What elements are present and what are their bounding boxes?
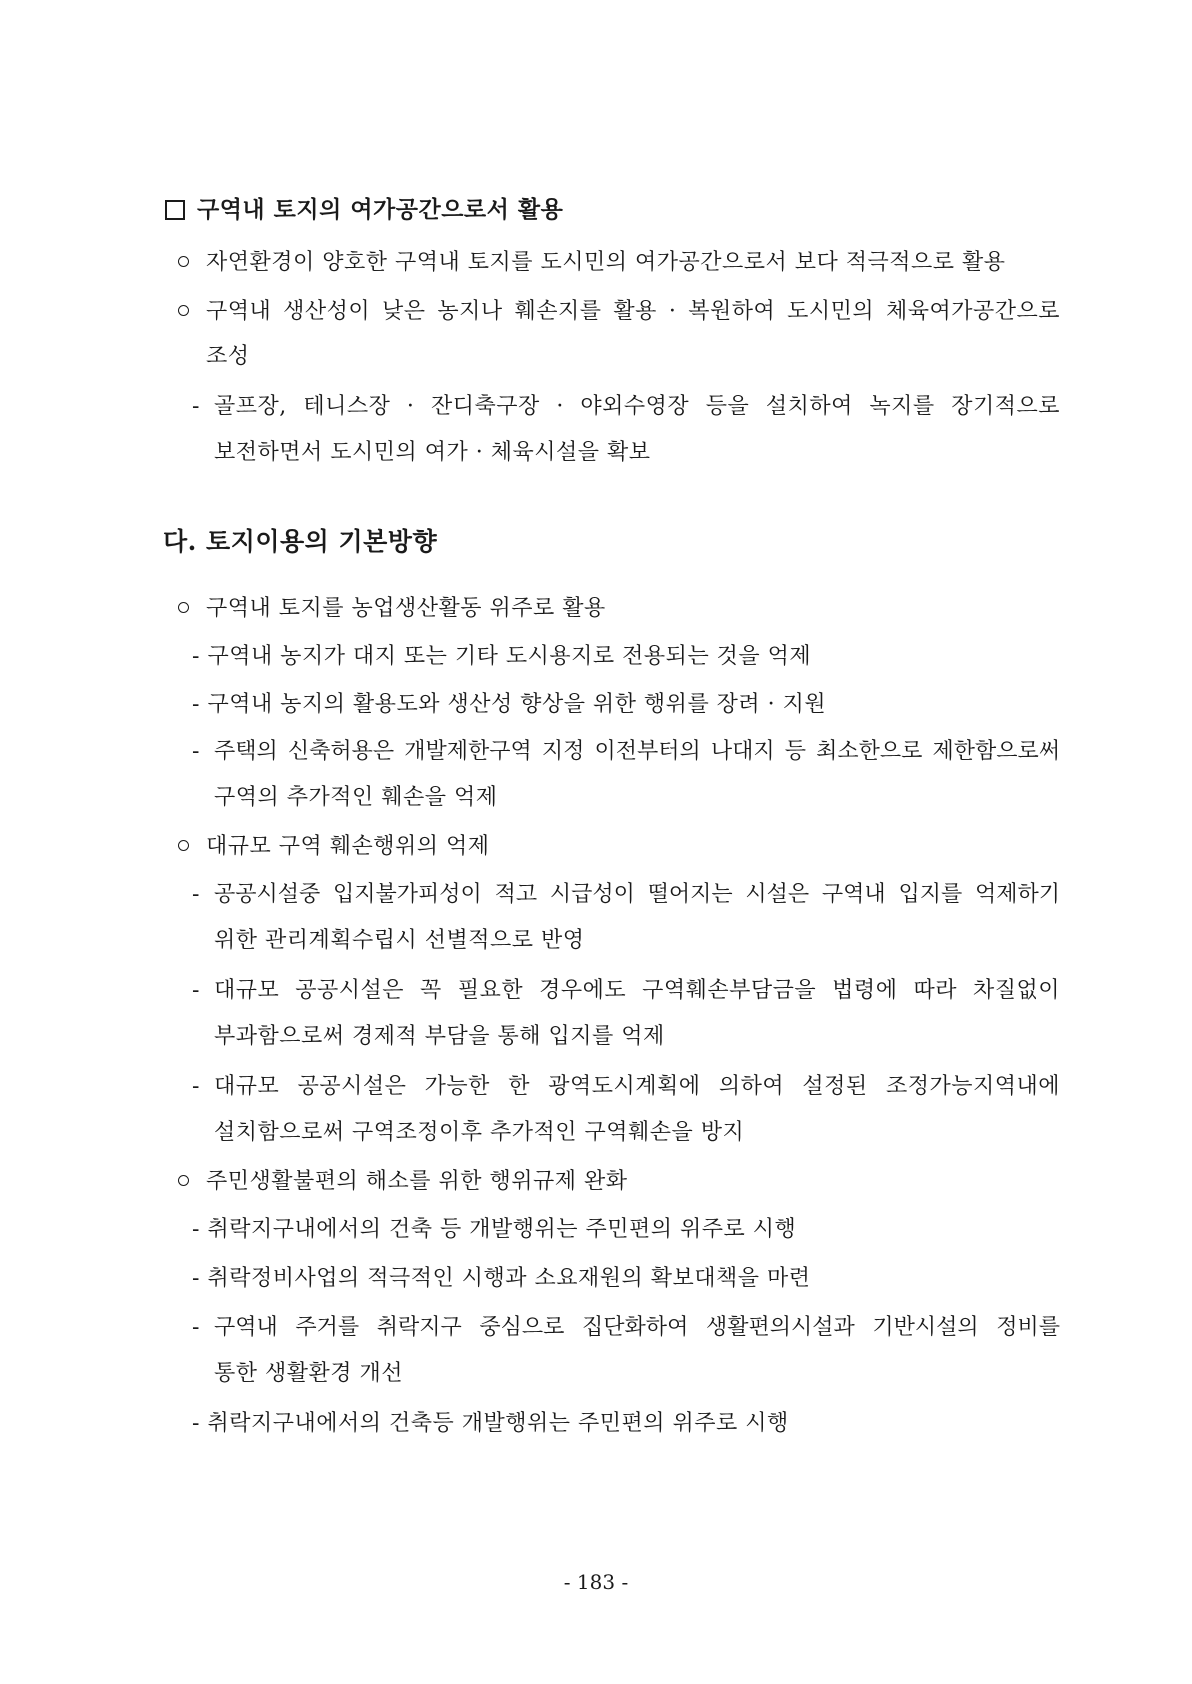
circle-item: [178, 594, 606, 624]
circle-bullet-icon: [178, 305, 189, 316]
item-text: 구역내 토지를 농업생산활동 위주로 활용: [206, 596, 606, 621]
dash-item: [192, 1264, 810, 1294]
circle-bullet-icon: [178, 1175, 189, 1186]
item-text: 취락지구내에서의 건축 등 개발행위는 주민편의 위주로 시행: [207, 1217, 797, 1242]
item-text: 구역내 주거를 취락지구 중심으로 집단화하여 생활편의시설과 기반시설의 정비를: [214, 1315, 1060, 1340]
page-number: - 183 -: [563, 1570, 629, 1594]
item-text: 대규모 공공시설은 가능한 한 광역도시계획에 의하여 설정된 조정가능지역내에: [214, 1074, 1060, 1099]
dash-bullet-icon: -: [192, 978, 200, 1003]
item-text: 구역내 생산성이 낮은 농지나 훼손지를 활용 · 복원하여 도시민의 체육여가공간으로: [206, 299, 1060, 324]
item-continuation: 통한 생활환경 개선: [214, 1361, 404, 1386]
item-text: 대규모 구역 훼손행위의 억제: [206, 834, 490, 859]
dash-bullet-icon: -: [192, 1411, 200, 1436]
dash-item: [192, 1409, 789, 1439]
item-continuation: 조성: [206, 344, 250, 369]
circle-item: [178, 1167, 628, 1197]
dash-bullet-icon: -: [192, 1315, 200, 1340]
dash-bullet-icon: -: [192, 1266, 200, 1291]
dash-bullet-icon: -: [192, 644, 200, 669]
item-continuation: 구역의 추가적인 훼손을 억제: [214, 785, 498, 810]
dash-bullet-icon: -: [192, 739, 200, 764]
item-text: 취락정비사업의 적극적인 시행과 소요재원의 확보대책을 마련: [207, 1266, 811, 1291]
circle-bullet-icon: [178, 602, 189, 613]
circle-bullet-icon: [178, 840, 189, 851]
dash-bullet-icon: -: [192, 692, 200, 717]
dash-item: [192, 642, 811, 672]
item-continuation: 보전하면서 도시민의 여가 · 체육시설을 확보: [214, 440, 651, 465]
checkbox-square-icon: [165, 200, 185, 220]
dash-bullet-icon: -: [192, 394, 200, 419]
item-text: 취락지구내에서의 건축등 개발행위는 주민편의 위주로 시행: [207, 1411, 789, 1436]
dash-bullet-icon: -: [192, 1074, 200, 1099]
item-text: 구역내 농지가 대지 또는 기타 도시용지로 전용되는 것을 억제: [207, 644, 812, 669]
circle-item: [178, 248, 1006, 278]
subsection-heading: 다. 토지이용의 기본방향: [163, 527, 438, 556]
dash-bullet-icon: -: [192, 882, 200, 907]
circle-bullet-icon: [178, 256, 189, 267]
dash-item: [192, 690, 826, 720]
item-continuation: 설치함으로써 구역조정이후 추가적인 구역훼손을 방지: [214, 1120, 745, 1145]
item-text: 공공시설중 입지불가피성이 적고 시급성이 떨어지는 시설은 구역내 입지를 억제하기: [214, 882, 1060, 907]
item-text: 구역내 농지의 활용도와 생산성 향상을 위한 행위를 장려 · 지원: [207, 692, 827, 717]
dash-bullet-icon: -: [192, 1217, 200, 1242]
item-text: 골프장, 테니스장 · 잔디축구장 · 야외수영장 등을 설치하여 녹지를 장기적으로: [214, 394, 1060, 419]
item-continuation: 부과함으로써 경제적 부담을 통해 입지를 억제: [214, 1024, 665, 1049]
item-continuation: 위한 관리계획수립시 선별적으로 반영: [214, 928, 585, 953]
section-heading-text: 구역내 토지의 여가공간으로서 활용: [197, 196, 564, 223]
item-text: 자연환경이 양호한 구역내 토지를 도시민의 여가공간으로서 보다 적극적으로 활용: [206, 250, 1006, 275]
circle-item: [178, 832, 490, 862]
item-text: 주민생활불편의 해소를 위한 행위규제 완화: [206, 1169, 628, 1194]
section-heading: [165, 195, 563, 225]
item-text: 대규모 공공시설은 꼭 필요한 경우에도 구역훼손부담금을 법령에 따라 차질없이: [214, 978, 1060, 1003]
dash-item: [192, 1215, 796, 1245]
item-text: 주택의 신축허용은 개발제한구역 지정 이전부터의 나대지 등 최소한으로 제한함으로써: [214, 739, 1060, 764]
